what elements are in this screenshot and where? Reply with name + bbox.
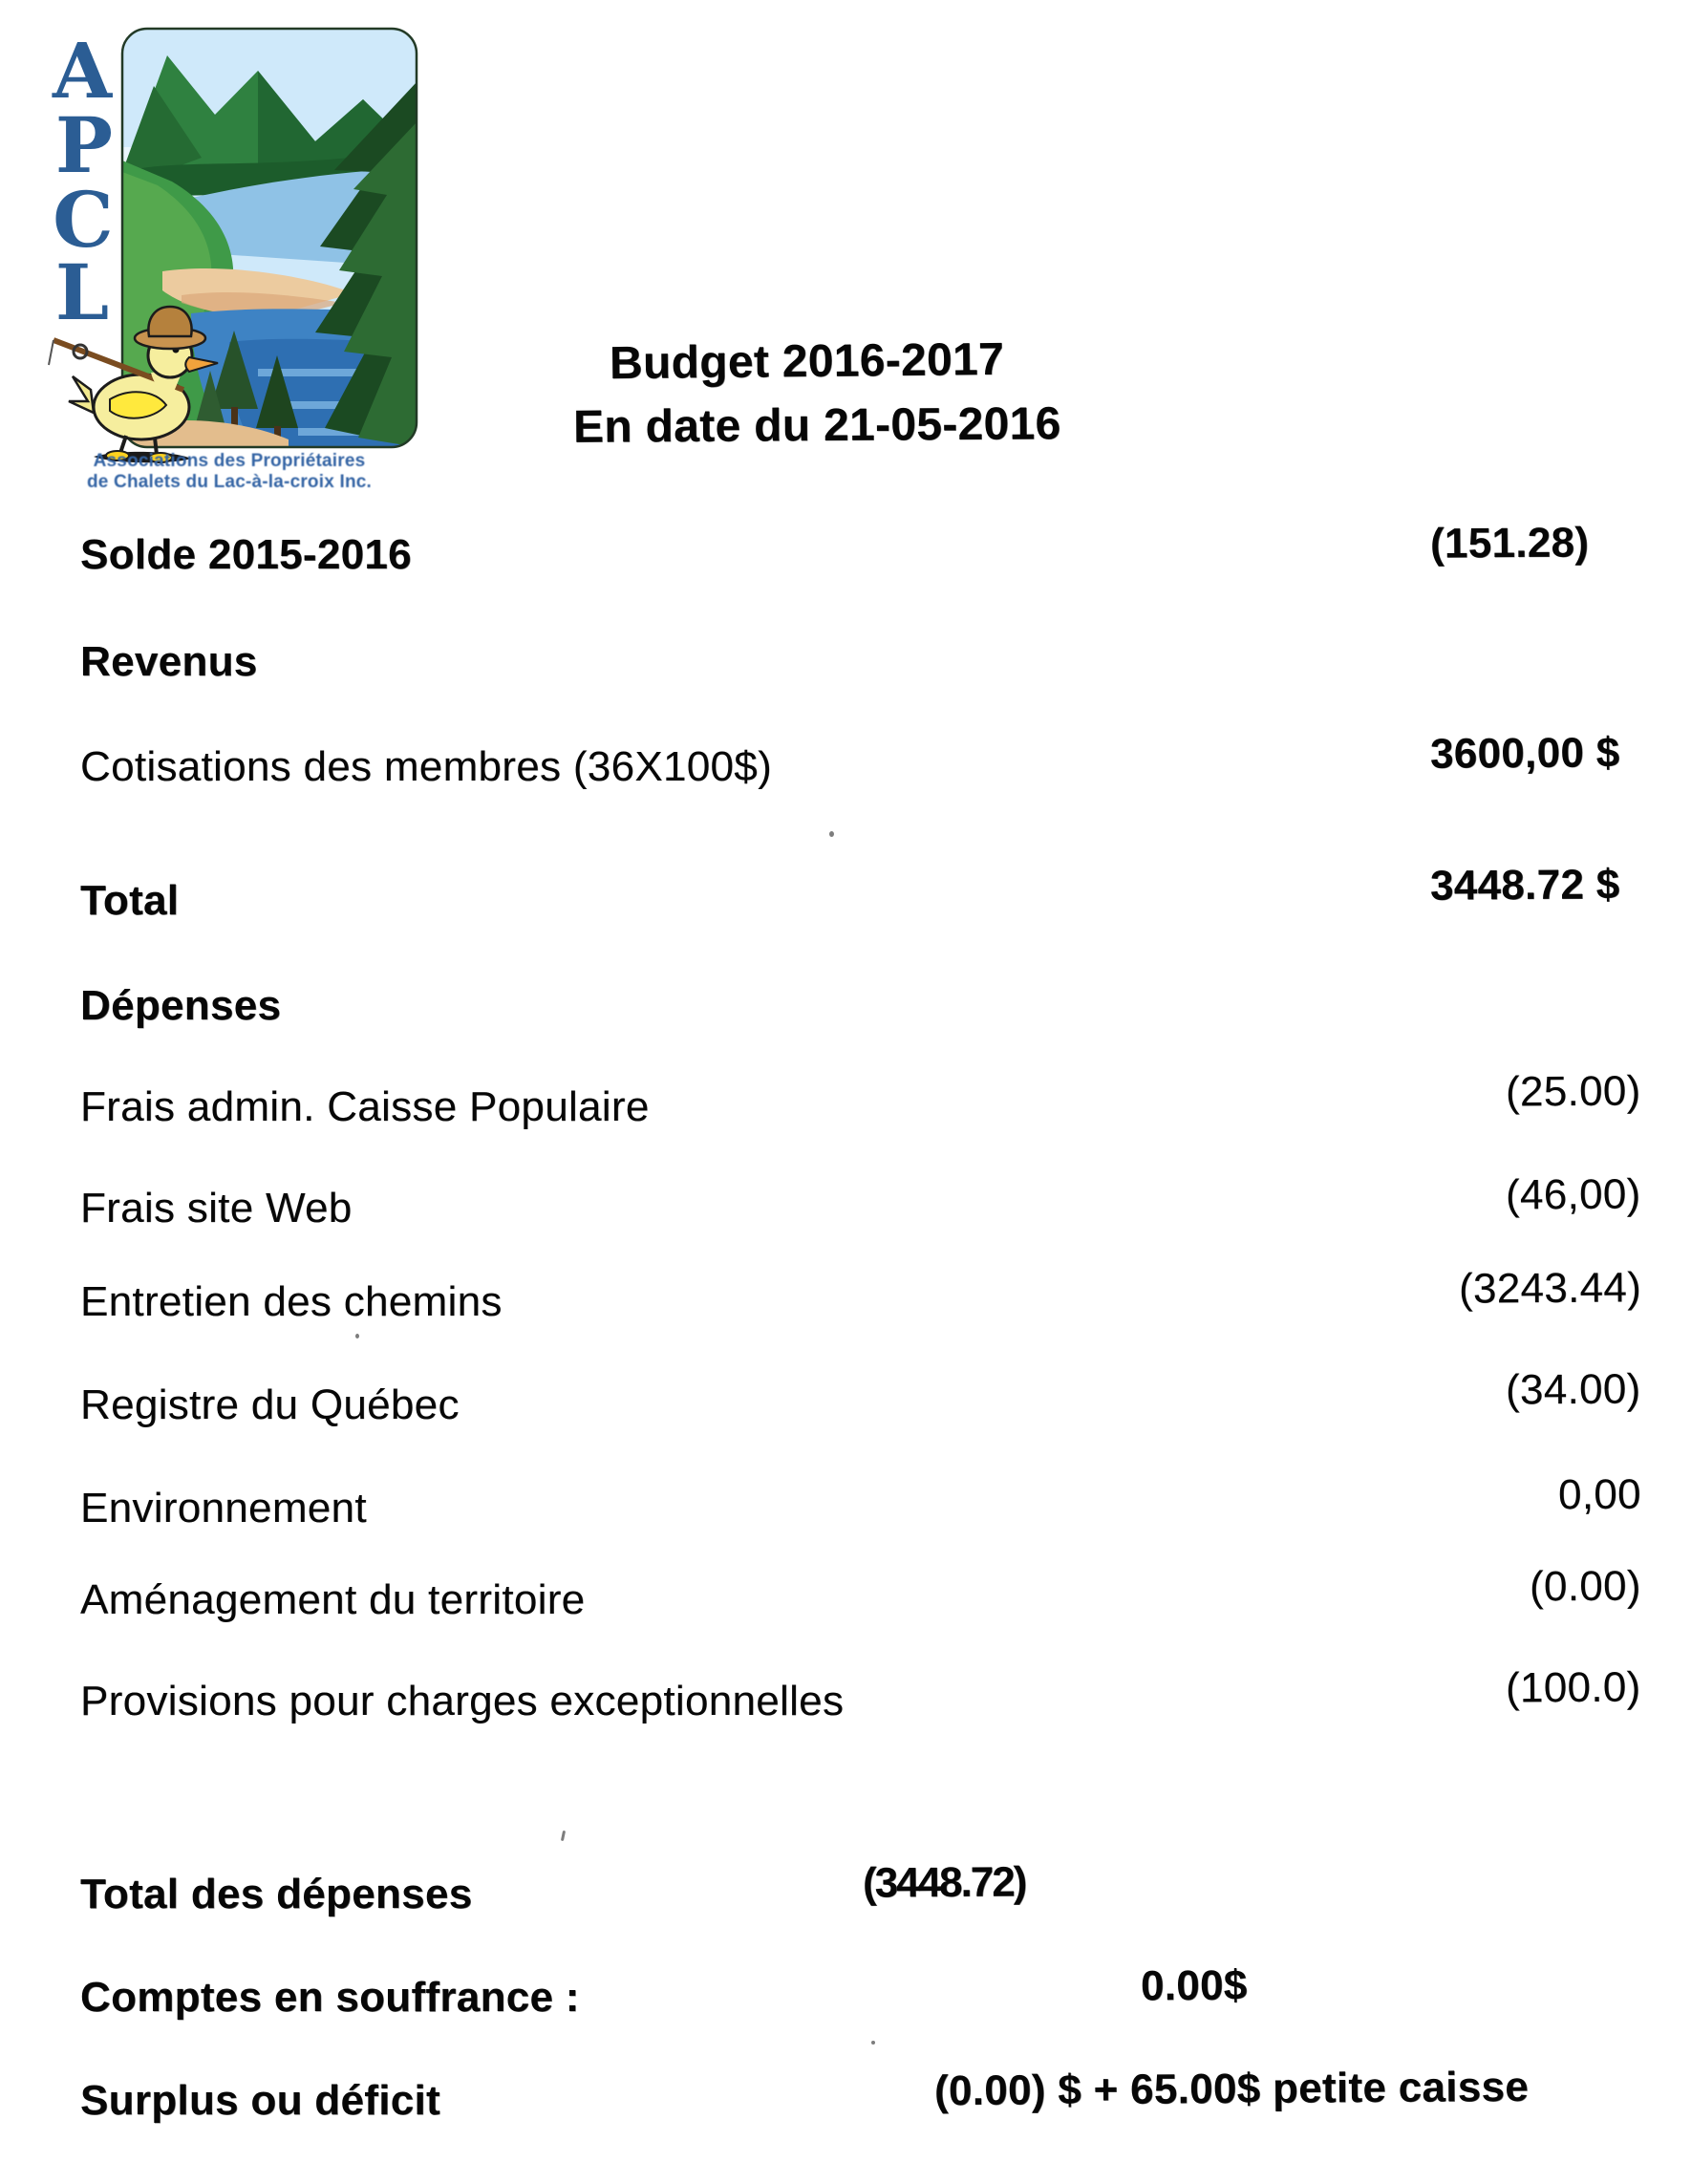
expense-label: Provisions pour charges exceptionnelles bbox=[80, 1678, 845, 1724]
total-expenses-label: Total des dépenses bbox=[80, 1871, 473, 1917]
scan-artifact bbox=[355, 1334, 359, 1338]
revenue-item-value: 3600,00 $ bbox=[1429, 729, 1620, 778]
revenues-total-label: Total bbox=[80, 877, 180, 924]
expense-label: Entretien des chemins bbox=[80, 1278, 503, 1325]
scan-artifact bbox=[829, 831, 834, 837]
expense-label: Registre du Québec bbox=[80, 1381, 460, 1428]
arrears-value: 0.00$ bbox=[1140, 1961, 1248, 2010]
balance-value: (151.28) bbox=[1429, 519, 1590, 567]
letter-c: C bbox=[53, 175, 114, 265]
document-title: Budget 2016-2017 bbox=[609, 333, 1005, 390]
letter-l: L bbox=[54, 247, 110, 337]
expense-value: (100.0) bbox=[1506, 1663, 1642, 1712]
logo-caption-line2: de Chalets du Lac-à-la-croix Inc. bbox=[86, 472, 372, 492]
expense-value: (34.00) bbox=[1506, 1365, 1642, 1414]
scan-artifact bbox=[561, 1831, 566, 1841]
apcl-logo bbox=[38, 27, 420, 524]
document-date-line: En date du 21-05-2016 bbox=[572, 398, 1061, 453]
expense-value: (25.00) bbox=[1506, 1067, 1642, 1116]
arrears-label: Comptes en souffrance : bbox=[80, 1974, 580, 2021]
scan-artifact bbox=[871, 2041, 875, 2045]
logo-caption-line1: Associations des Propriétaires bbox=[93, 451, 366, 471]
surplus-value: (0.00) $ + 65.00$ petite caisse bbox=[933, 2063, 1530, 2115]
revenues-heading: Revenus bbox=[80, 638, 258, 685]
expense-value: (0.00) bbox=[1530, 1562, 1642, 1611]
expense-label: Environnement bbox=[80, 1485, 367, 1531]
letter-p: P bbox=[54, 100, 114, 190]
expense-value: (3243.44) bbox=[1458, 1264, 1642, 1313]
expense-label: Frais site Web bbox=[80, 1185, 353, 1231]
apcl-letters bbox=[52, 27, 114, 337]
total-expenses-value: (3448.72) bbox=[862, 1858, 1026, 1907]
letter-a: A bbox=[52, 27, 113, 116]
expense-value: 0,00 bbox=[1557, 1470, 1642, 1519]
balance-label: Solde 2015-2016 bbox=[80, 531, 412, 578]
surplus-label: Surplus ou déficit bbox=[80, 2077, 440, 2124]
revenue-item-label: Cotisations des membres (36X100$) bbox=[80, 743, 773, 790]
expenses-heading: Dépenses bbox=[80, 982, 282, 1029]
expense-label: Frais admin. Caisse Populaire bbox=[80, 1083, 650, 1130]
expense-label: Aménagement du territoire bbox=[80, 1576, 586, 1623]
logo-lake-illustration bbox=[38, 27, 420, 466]
expense-value: (46,00) bbox=[1506, 1170, 1642, 1219]
revenues-total-value: 3448.72 $ bbox=[1429, 861, 1620, 910]
